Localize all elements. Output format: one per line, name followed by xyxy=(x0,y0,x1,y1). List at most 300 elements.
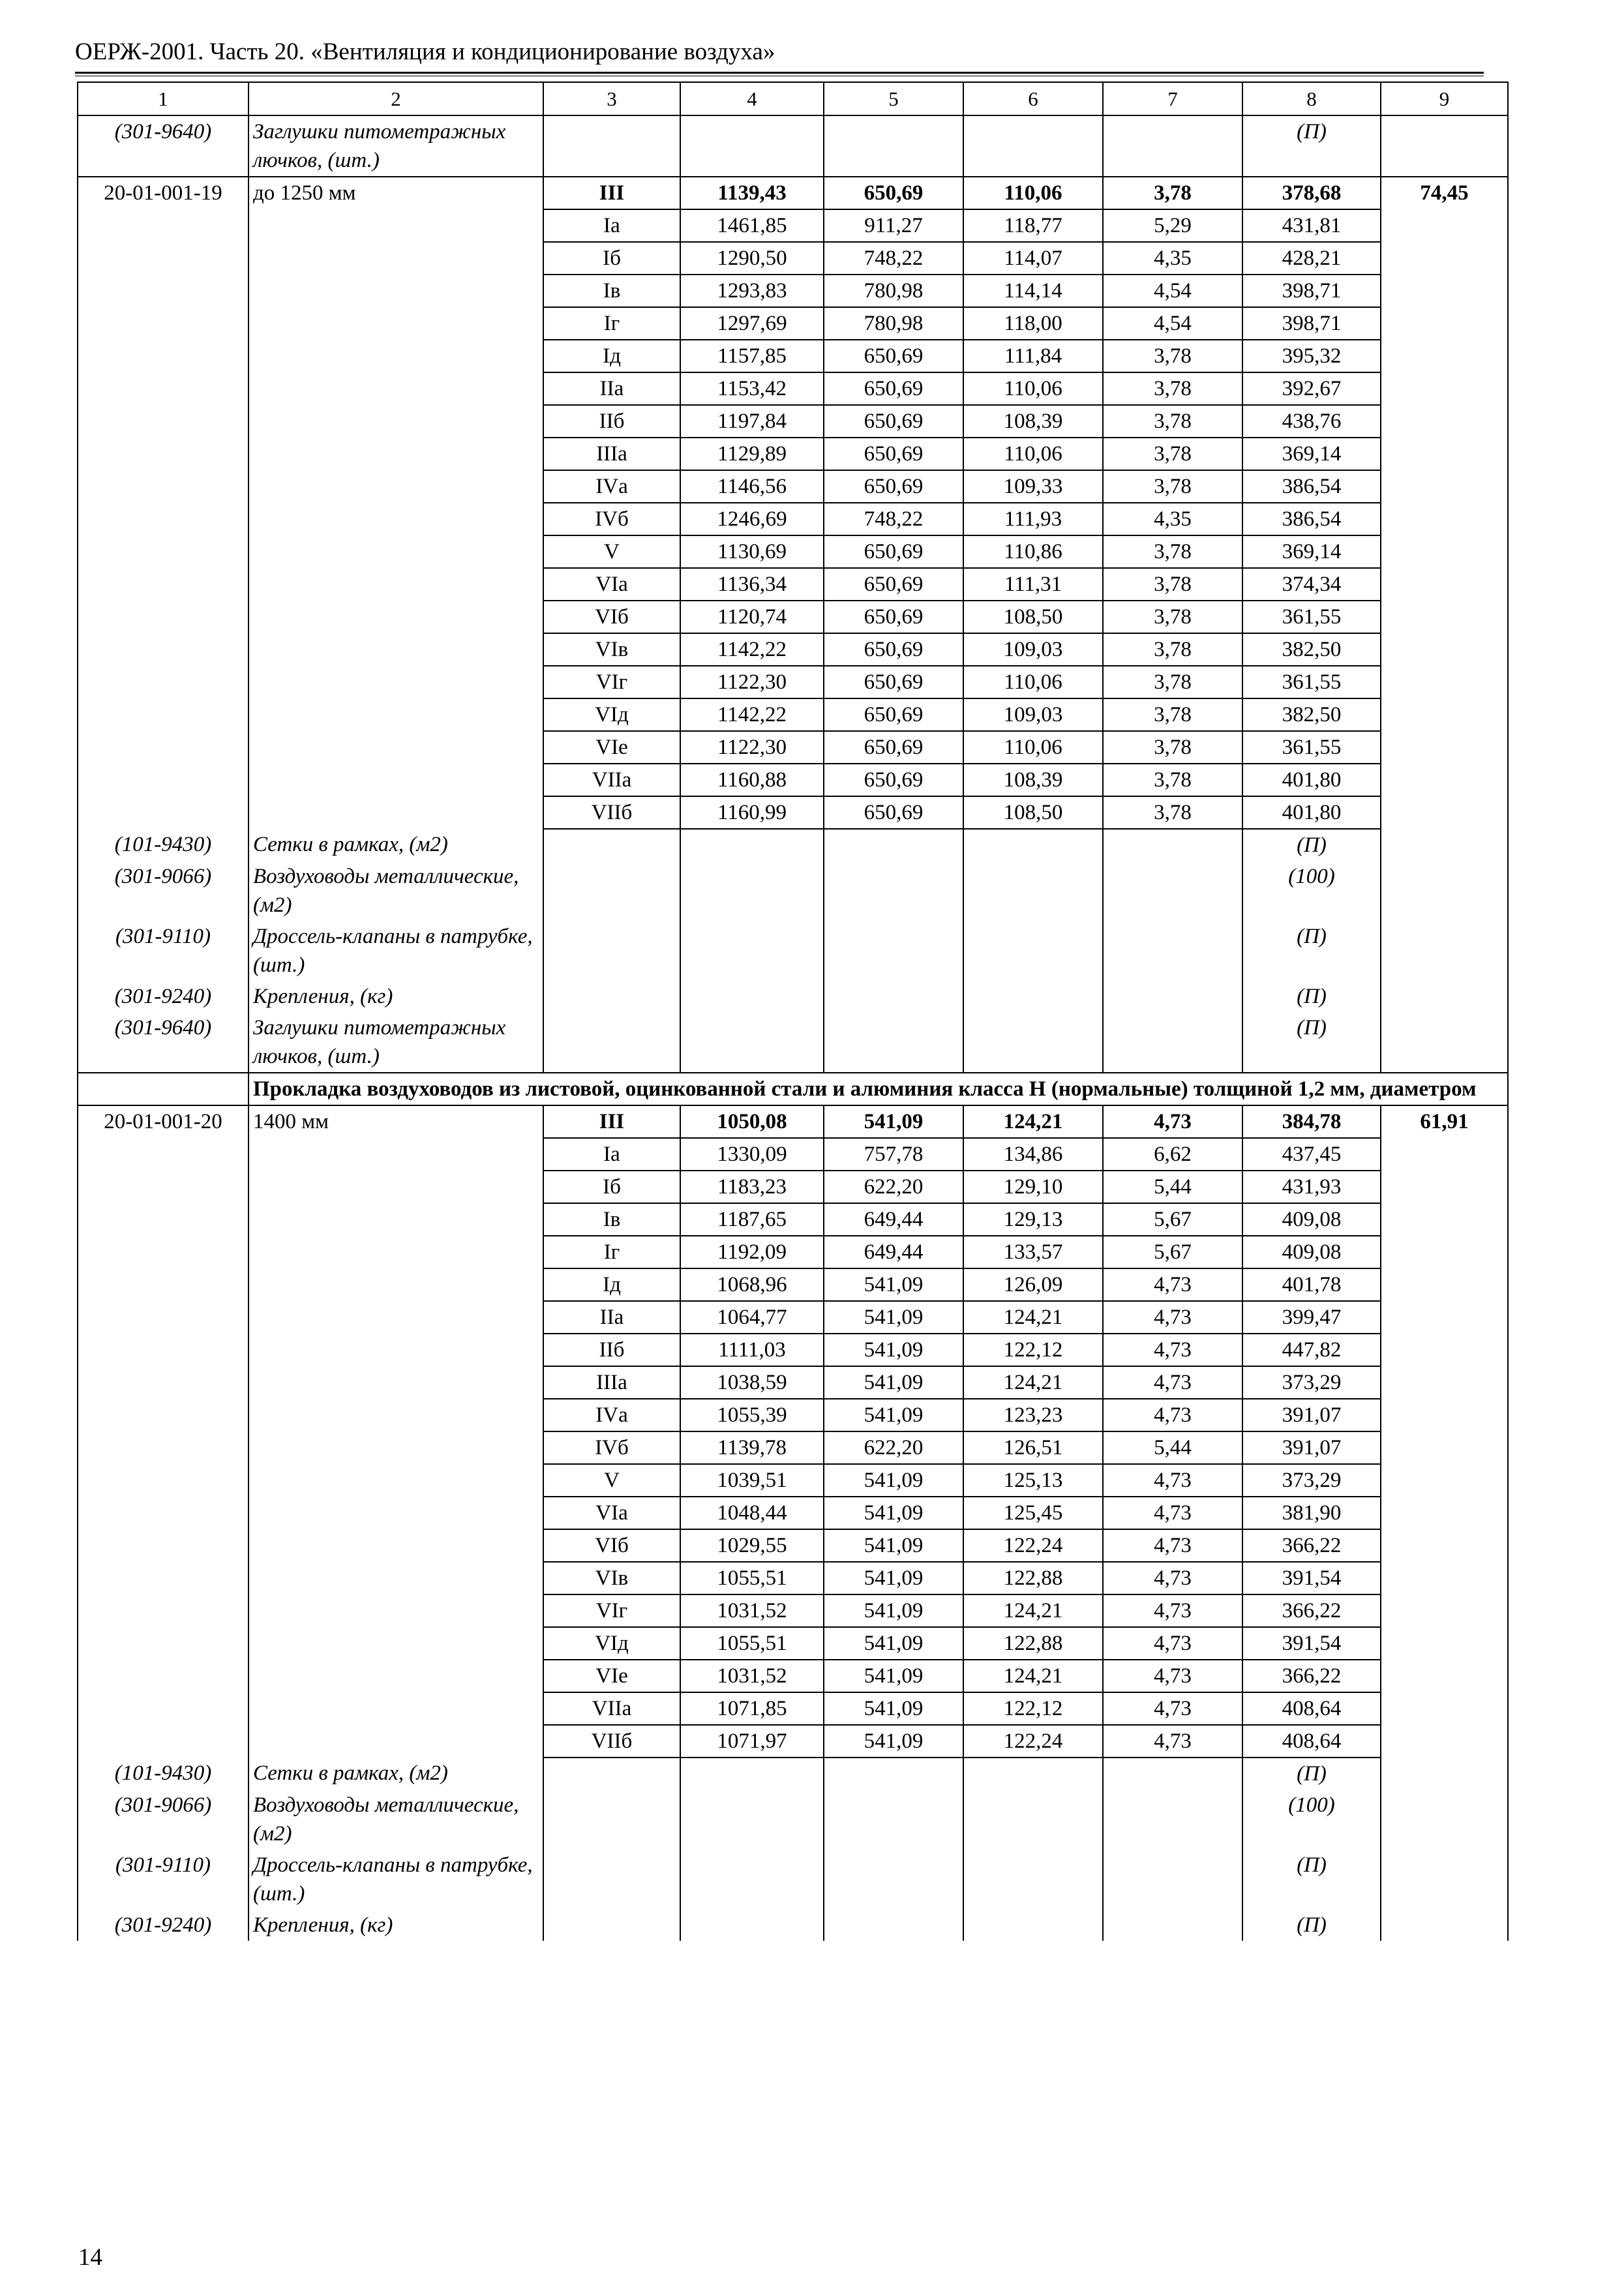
empty-cell xyxy=(78,1236,248,1268)
rate-value: 122,88 xyxy=(963,1562,1103,1594)
rate-value: 3,78 xyxy=(1103,601,1242,633)
empty-cell xyxy=(1381,601,1508,633)
resource-name: Сетки в рамках, (м2) xyxy=(248,829,543,861)
empty-cell xyxy=(248,601,543,633)
empty-cell xyxy=(78,666,248,698)
rate-value: 650,69 xyxy=(824,438,963,470)
empty-cell xyxy=(543,981,680,1012)
rate-value: 1197,84 xyxy=(680,405,824,438)
empty-cell xyxy=(248,1334,543,1366)
rate-row xyxy=(78,1171,1508,1203)
empty-cell xyxy=(248,275,543,307)
rate-value: 3,78 xyxy=(1103,405,1242,438)
empty-cell xyxy=(248,1529,543,1562)
empty-cell xyxy=(1381,1138,1508,1171)
empty-cell xyxy=(248,1203,543,1236)
empty-cell xyxy=(78,764,248,796)
rate-value: 1071,85 xyxy=(680,1692,824,1725)
column-number: 4 xyxy=(680,82,824,115)
rate-value: 650,69 xyxy=(824,796,963,829)
rate-row xyxy=(78,340,1508,372)
empty-cell xyxy=(963,861,1103,921)
rate-value: 1330,09 xyxy=(680,1138,824,1171)
empty-cell xyxy=(248,796,543,829)
rate-value: 110,06 xyxy=(963,372,1103,405)
material-row xyxy=(78,1789,1508,1849)
empty-cell xyxy=(1381,981,1508,1012)
rate-row xyxy=(78,1529,1508,1562)
rate-value: 4,73 xyxy=(1103,1497,1242,1529)
rate-value: 3,78 xyxy=(1103,796,1242,829)
empty-cell xyxy=(248,633,543,666)
empty-cell xyxy=(1381,764,1508,796)
empty-cell xyxy=(78,1268,248,1301)
resource-code: (301-9240) xyxy=(78,981,248,1012)
page-header-title: ОЕРЖ-2001. Часть 20. «Вентиляция и кондиционирование воздуха» xyxy=(75,38,775,65)
empty-cell xyxy=(78,633,248,666)
rate-value: 118,00 xyxy=(963,307,1103,340)
rate-value: 4,73 xyxy=(1103,1268,1242,1301)
empty-cell xyxy=(1381,115,1508,177)
zone-code: Iа xyxy=(543,1138,680,1171)
rate-value: 111,31 xyxy=(963,568,1103,601)
resource-quantity: (П) xyxy=(1242,829,1381,861)
rate-value: 1297,69 xyxy=(680,307,824,340)
column-number: 9 xyxy=(1381,82,1508,115)
empty-cell xyxy=(1381,666,1508,698)
rate-row xyxy=(78,1692,1508,1725)
rate-value: 1029,55 xyxy=(680,1529,824,1562)
rate-value: 373,29 xyxy=(1242,1366,1381,1399)
rate-row xyxy=(78,438,1508,470)
rate-value: 541,09 xyxy=(824,1105,963,1138)
rate-value: 108,39 xyxy=(963,405,1103,438)
rate-row xyxy=(78,568,1508,601)
rate-value: 650,69 xyxy=(824,633,963,666)
material-row xyxy=(78,981,1508,1012)
rate-value: 428,21 xyxy=(1242,242,1381,275)
rate-value: 5,29 xyxy=(1103,209,1242,242)
empty-cell xyxy=(78,1529,248,1562)
empty-cell xyxy=(543,921,680,981)
empty-cell xyxy=(1103,115,1242,177)
rate-row xyxy=(78,1301,1508,1334)
zone-code: Iб xyxy=(543,1171,680,1203)
rate-value: 109,33 xyxy=(963,470,1103,503)
empty-cell xyxy=(78,1594,248,1627)
rate-value: 386,54 xyxy=(1242,503,1381,535)
zone-code: VIIа xyxy=(543,1692,680,1725)
rate-value: 650,69 xyxy=(824,764,963,796)
rate-value: 3,78 xyxy=(1103,666,1242,698)
rate-value: 384,78 xyxy=(1242,1105,1381,1138)
empty-cell xyxy=(963,115,1103,177)
empty-cell xyxy=(248,340,543,372)
rate-value: 1130,69 xyxy=(680,535,824,568)
rate-value: 541,09 xyxy=(824,1660,963,1692)
rate-value: 1192,09 xyxy=(680,1236,824,1268)
material-row xyxy=(78,921,1508,981)
resource-name: Дроссель-клапаны в патрубке, (шт.) xyxy=(248,921,543,981)
page-number: 14 xyxy=(78,2244,102,2271)
zone-code: IIа xyxy=(543,372,680,405)
rate-value: 114,07 xyxy=(963,242,1103,275)
empty-cell xyxy=(824,115,963,177)
empty-cell xyxy=(1103,861,1242,921)
empty-cell xyxy=(248,438,543,470)
empty-cell xyxy=(78,1171,248,1203)
rate-row xyxy=(78,1366,1508,1399)
empty-cell xyxy=(824,1789,963,1849)
rate-value: 1068,96 xyxy=(680,1268,824,1301)
rate-value: 4,73 xyxy=(1103,1366,1242,1399)
resource-code: (101-9430) xyxy=(78,829,248,861)
empty-cell xyxy=(1381,209,1508,242)
rate-value: 378,68 xyxy=(1242,177,1381,209)
empty-cell xyxy=(1381,731,1508,764)
empty-cell xyxy=(543,1909,680,1941)
empty-cell xyxy=(1381,275,1508,307)
rate-value: 1122,30 xyxy=(680,731,824,764)
empty-cell xyxy=(248,307,543,340)
rate-value: 3,78 xyxy=(1103,731,1242,764)
zone-code: Iб xyxy=(543,242,680,275)
zone-code: Iв xyxy=(543,275,680,307)
zone-code: VIIб xyxy=(543,796,680,829)
rate-value: 369,14 xyxy=(1242,438,1381,470)
rate-value: 650,69 xyxy=(824,177,963,209)
rate-row xyxy=(78,1138,1508,1171)
rate-value: 1183,23 xyxy=(680,1171,824,1203)
empty-cell xyxy=(1381,307,1508,340)
rate-value: 125,45 xyxy=(963,1497,1103,1529)
rate-row xyxy=(78,209,1508,242)
zone-code: VIа xyxy=(543,568,680,601)
empty-cell xyxy=(248,535,543,568)
empty-cell xyxy=(1103,1849,1242,1909)
empty-cell xyxy=(680,921,824,981)
rate-value: 1064,77 xyxy=(680,1301,824,1334)
empty-cell xyxy=(1381,568,1508,601)
rate-value: 1122,30 xyxy=(680,666,824,698)
empty-cell xyxy=(248,1497,543,1529)
zone-code: V xyxy=(543,1464,680,1497)
rate-value: 3,78 xyxy=(1103,372,1242,405)
empty-cell xyxy=(1381,1562,1508,1594)
rate-value: 1157,85 xyxy=(680,340,824,372)
zone-code: IVб xyxy=(543,1431,680,1464)
rate-value: 124,21 xyxy=(963,1105,1103,1138)
rate-value: 748,22 xyxy=(824,503,963,535)
rate-row xyxy=(78,1497,1508,1529)
rate-value: 395,32 xyxy=(1242,340,1381,372)
rate-value: 4,73 xyxy=(1103,1529,1242,1562)
column-number: 1 xyxy=(78,82,248,115)
rate-value: 650,69 xyxy=(824,731,963,764)
empty-cell xyxy=(680,1012,824,1073)
empty-cell xyxy=(824,921,963,981)
empty-cell xyxy=(1381,1464,1508,1497)
rate-value: 1071,97 xyxy=(680,1725,824,1758)
empty-cell xyxy=(680,1758,824,1789)
material-row xyxy=(78,1758,1508,1789)
empty-cell xyxy=(680,1849,824,1909)
empty-cell xyxy=(248,1562,543,1594)
rate-row xyxy=(78,1660,1508,1692)
rate-value: 1055,51 xyxy=(680,1562,824,1594)
rate-value: 650,69 xyxy=(824,601,963,633)
rate-value: 1290,50 xyxy=(680,242,824,275)
zone-code: VIе xyxy=(543,1660,680,1692)
rate-value: 1461,85 xyxy=(680,209,824,242)
rate-value: 386,54 xyxy=(1242,470,1381,503)
rate-value: 108,39 xyxy=(963,764,1103,796)
empty-cell xyxy=(248,405,543,438)
rate-value: 4,73 xyxy=(1103,1594,1242,1627)
empty-cell xyxy=(1103,1012,1242,1073)
empty-cell xyxy=(1381,1301,1508,1334)
rate-value: 366,22 xyxy=(1242,1594,1381,1627)
section-title: Прокладка воздуховодов из листовой, оцинкованной стали и алюминия класса Н (нормальные) толщиной 1,2 мм, диаметром xyxy=(248,1073,1508,1105)
rate-value: 122,12 xyxy=(963,1334,1103,1366)
column-number: 8 xyxy=(1242,82,1381,115)
rate-value: 3,78 xyxy=(1103,340,1242,372)
rate-value: 1050,08 xyxy=(680,1105,824,1138)
empty-cell xyxy=(78,307,248,340)
empty-cell xyxy=(248,1725,543,1758)
empty-cell xyxy=(1381,1012,1508,1073)
empty-cell xyxy=(248,1138,543,1171)
zone-code: VIд xyxy=(543,698,680,731)
rate-value: 4,73 xyxy=(1103,1725,1242,1758)
zone-code: IIIа xyxy=(543,1366,680,1399)
rate-value: 401,78 xyxy=(1242,1268,1381,1301)
rate-value: 1187,65 xyxy=(680,1203,824,1236)
empty-cell xyxy=(824,981,963,1012)
rate-row xyxy=(78,731,1508,764)
rate-value: 4,73 xyxy=(1103,1692,1242,1725)
rate-value: 650,69 xyxy=(824,405,963,438)
rate-value: 438,76 xyxy=(1242,405,1381,438)
rate-value: 3,78 xyxy=(1103,535,1242,568)
rate-value: 431,93 xyxy=(1242,1171,1381,1203)
empty-cell xyxy=(1103,1789,1242,1849)
empty-cell xyxy=(248,731,543,764)
empty-cell xyxy=(963,921,1103,981)
zone-code: VIв xyxy=(543,1562,680,1594)
empty-cell xyxy=(543,829,680,861)
rate-value: 4,73 xyxy=(1103,1627,1242,1660)
empty-cell xyxy=(963,1789,1103,1849)
rate-value: 541,09 xyxy=(824,1594,963,1627)
rate-value: 124,21 xyxy=(963,1366,1103,1399)
rate-value: 622,20 xyxy=(824,1171,963,1203)
empty-cell xyxy=(78,1203,248,1236)
rate-value: 780,98 xyxy=(824,307,963,340)
empty-cell xyxy=(1103,921,1242,981)
rate-value: 4,35 xyxy=(1103,242,1242,275)
rate-value: 122,12 xyxy=(963,1692,1103,1725)
rate-value: 110,06 xyxy=(963,666,1103,698)
empty-cell xyxy=(1381,372,1508,405)
empty-cell xyxy=(248,503,543,535)
empty-cell xyxy=(963,981,1103,1012)
rate-value: 361,55 xyxy=(1242,731,1381,764)
empty-cell xyxy=(543,115,680,177)
empty-cell xyxy=(1381,1366,1508,1399)
empty-cell xyxy=(248,1464,543,1497)
column-number: 3 xyxy=(543,82,680,115)
empty-cell xyxy=(78,372,248,405)
empty-cell xyxy=(963,1012,1103,1073)
rate-value: 110,06 xyxy=(963,177,1103,209)
empty-cell xyxy=(78,1366,248,1399)
empty-cell xyxy=(824,1849,963,1909)
rate-value: 4,73 xyxy=(1103,1105,1242,1138)
empty-cell xyxy=(680,1789,824,1849)
resource-quantity: (П) xyxy=(1242,1758,1381,1789)
resource-code: (301-9640) xyxy=(78,1012,248,1073)
rate-value: 431,81 xyxy=(1242,209,1381,242)
empty-cell xyxy=(78,503,248,535)
zone-code: Iд xyxy=(543,1268,680,1301)
zone-code: VIIа xyxy=(543,764,680,796)
resource-name: Воздуховоды металлические, (м2) xyxy=(248,1789,543,1849)
rate-value: 134,86 xyxy=(963,1138,1103,1171)
rate-row xyxy=(78,275,1508,307)
empty-cell xyxy=(248,1431,543,1464)
resource-quantity: (П) xyxy=(1242,1909,1381,1941)
rate-value: 5,44 xyxy=(1103,1171,1242,1203)
rate-value: 118,77 xyxy=(963,209,1103,242)
zone-code: VIд xyxy=(543,1627,680,1660)
rate-value: 391,54 xyxy=(1242,1562,1381,1594)
empty-cell xyxy=(248,1627,543,1660)
rate-value: 650,69 xyxy=(824,568,963,601)
resource-quantity: (100) xyxy=(1242,861,1381,921)
rate-value: 124,21 xyxy=(963,1301,1103,1334)
rate-value: 541,09 xyxy=(824,1464,963,1497)
rate-value: 401,80 xyxy=(1242,764,1381,796)
material-row xyxy=(78,115,1508,177)
empty-cell xyxy=(248,209,543,242)
zone-code: VIг xyxy=(543,666,680,698)
rate-row xyxy=(78,1399,1508,1431)
empty-cell xyxy=(1381,1171,1508,1203)
rate-value: 541,09 xyxy=(824,1725,963,1758)
rate-value: 4,54 xyxy=(1103,307,1242,340)
rate-value: 1246,69 xyxy=(680,503,824,535)
rate-value: 129,13 xyxy=(963,1203,1103,1236)
rate-name: до 1250 мм xyxy=(248,177,543,209)
empty-cell xyxy=(680,981,824,1012)
column-number: 2 xyxy=(248,82,543,115)
rate-value: 398,71 xyxy=(1242,307,1381,340)
rate-row xyxy=(78,1203,1508,1236)
empty-cell xyxy=(78,568,248,601)
empty-cell xyxy=(78,1334,248,1366)
rate-value: 111,93 xyxy=(963,503,1103,535)
zone-code: VIв xyxy=(543,633,680,666)
rate-value: 4,73 xyxy=(1103,1660,1242,1692)
resource-code: (301-9640) xyxy=(78,115,248,177)
rate-value: 3,78 xyxy=(1103,438,1242,470)
empty-cell xyxy=(78,698,248,731)
rate-value: 6,62 xyxy=(1103,1138,1242,1171)
empty-cell xyxy=(78,1725,248,1758)
rate-row xyxy=(78,1627,1508,1660)
rate-row xyxy=(78,1594,1508,1627)
rate-value: 382,50 xyxy=(1242,633,1381,666)
rate-value: 1293,83 xyxy=(680,275,824,307)
rate-value: 1136,34 xyxy=(680,568,824,601)
empty-cell xyxy=(1381,1789,1508,1849)
rate-value: 409,08 xyxy=(1242,1236,1381,1268)
empty-cell xyxy=(248,242,543,275)
rate-value: 1120,74 xyxy=(680,601,824,633)
zone-code: VIб xyxy=(543,1529,680,1562)
column-number: 6 xyxy=(963,82,1103,115)
rate-row xyxy=(78,796,1508,829)
empty-cell xyxy=(680,861,824,921)
zone-code: Iа xyxy=(543,209,680,242)
rate-row xyxy=(78,1268,1508,1301)
rate-value: 780,98 xyxy=(824,275,963,307)
empty-cell xyxy=(1381,405,1508,438)
empty-cell xyxy=(1381,1399,1508,1431)
empty-cell xyxy=(1381,633,1508,666)
resource-quantity: (100) xyxy=(1242,1789,1381,1849)
empty-cell xyxy=(78,1073,248,1105)
empty-cell xyxy=(78,1692,248,1725)
empty-cell xyxy=(248,1660,543,1692)
empty-cell xyxy=(1381,861,1508,921)
rates-table-body xyxy=(78,82,1508,1941)
rate-value: 369,14 xyxy=(1242,535,1381,568)
column-number: 5 xyxy=(824,82,963,115)
rate-value: 5,44 xyxy=(1103,1431,1242,1464)
rate-value: 374,34 xyxy=(1242,568,1381,601)
rate-value: 1039,51 xyxy=(680,1464,824,1497)
zone-code: III xyxy=(543,177,680,209)
rate-value: 129,10 xyxy=(963,1171,1103,1203)
empty-cell xyxy=(543,1849,680,1909)
empty-cell xyxy=(1381,1849,1508,1909)
rate-row xyxy=(78,1334,1508,1366)
resource-name: Заглушки питометражных лючков, (шт.) xyxy=(248,1012,543,1073)
empty-cell xyxy=(543,1758,680,1789)
rate-value: 541,09 xyxy=(824,1562,963,1594)
rate-value: 4,73 xyxy=(1103,1399,1242,1431)
rate-row xyxy=(78,470,1508,503)
rate-value: 124,21 xyxy=(963,1660,1103,1692)
rate-value: 911,27 xyxy=(824,209,963,242)
rate-row xyxy=(78,1464,1508,1497)
rate-row xyxy=(78,698,1508,731)
rate-value: 361,55 xyxy=(1242,601,1381,633)
rate-row xyxy=(78,405,1508,438)
column-number-row xyxy=(78,82,1508,115)
resource-code: (301-9066) xyxy=(78,861,248,921)
empty-cell xyxy=(78,601,248,633)
empty-cell xyxy=(78,1138,248,1171)
rate-name: 1400 мм xyxy=(248,1105,543,1138)
empty-cell xyxy=(1381,1497,1508,1529)
rate-value: 1129,89 xyxy=(680,438,824,470)
rate-row xyxy=(78,1725,1508,1758)
empty-cell xyxy=(824,861,963,921)
empty-cell xyxy=(78,1497,248,1529)
